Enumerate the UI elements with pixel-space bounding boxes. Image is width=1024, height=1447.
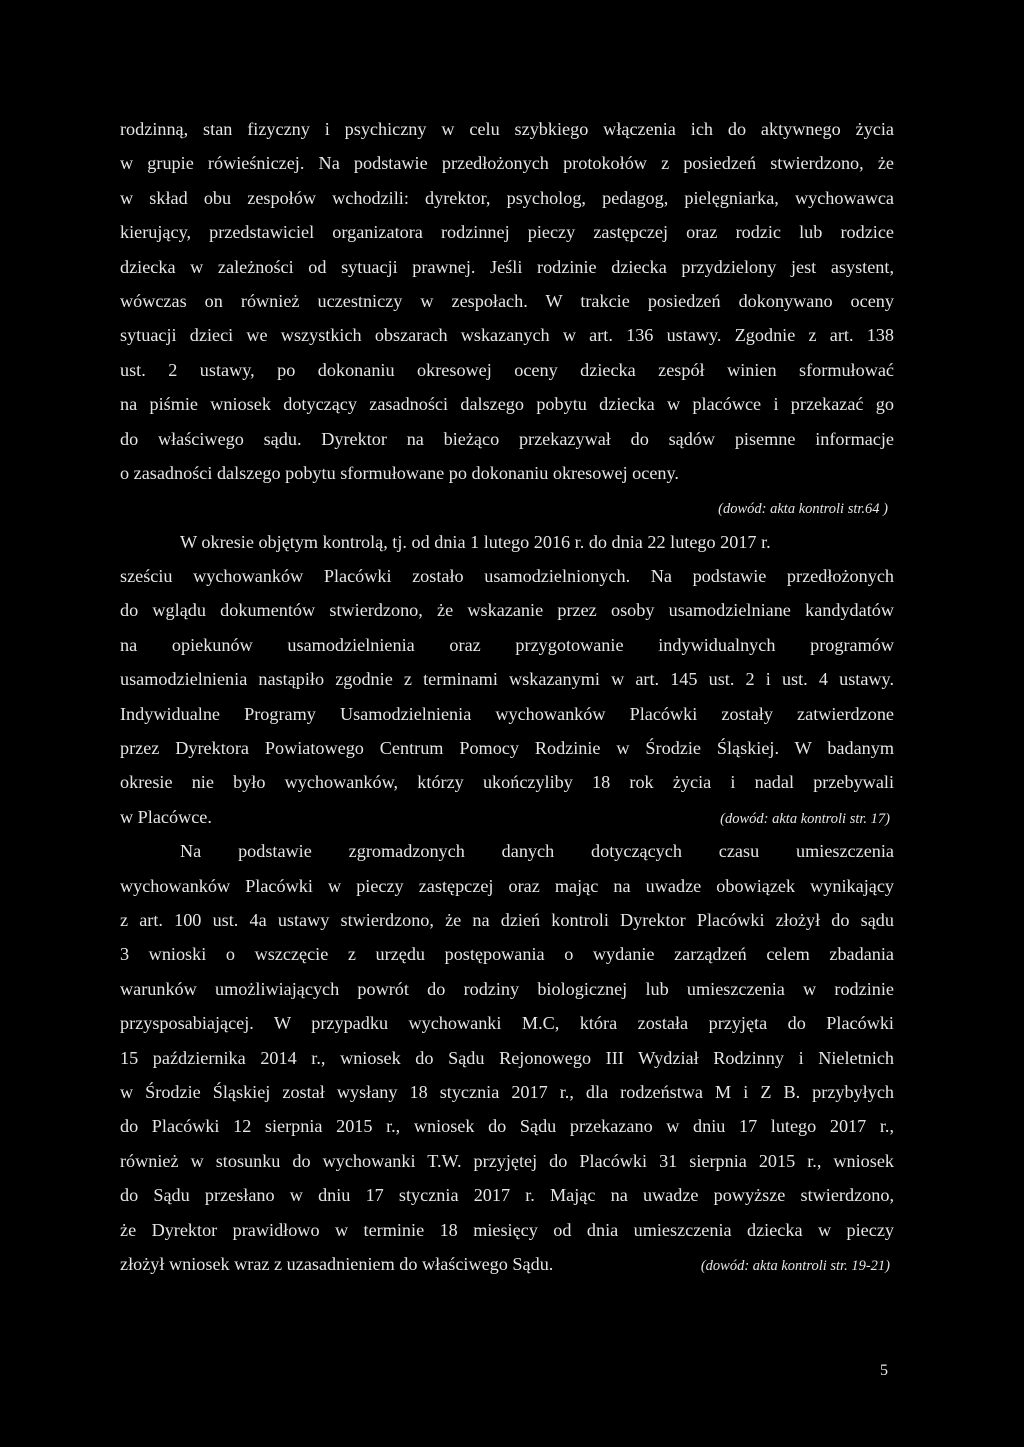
text-line: Na podstawie zgromadzonych danych dotyczących czasu umieszczenia [180, 841, 894, 862]
evidence-reference: (dowód: akta kontroli str.64 ) [718, 501, 888, 518]
text-line: również w stosunku do wychowanki T.W. przyjętej do Placówki 31 sierpnia 2015 r., wniosek [120, 1150, 894, 1171]
text-line: przez Dyrektora Powiatowego Centrum Pomocy Rodzinie w Środzie Śląskiej. W badanym [120, 738, 894, 759]
text-line: 3 wnioski o wszczęcie z urzędu postępowania o wydanie zarządzeń celem zbadania [120, 944, 894, 965]
text-line: W okresie objętym kontrolą, tj. od dnia 1 lutego 2016 r. do dnia 22 lutego 2017 r. [180, 531, 771, 552]
evidence-reference-line [120, 490, 894, 524]
text-line: dziecka w zależności od sytuacji prawnej. Jeśli rodzinie dziecka przydzielony jest asystent, [120, 256, 894, 277]
text-line: rodzinną, stan fizyczny i psychiczny w celu szybkiego włączenia ich do aktywnego życia [120, 119, 894, 139]
paragraph-independence [120, 525, 894, 835]
text-line: sytuacji dzieci we wszystkich obszarach wskazanych w art. 136 ustawy. Zgodnie z art. 138 [120, 325, 894, 346]
text-line-end: w Placówce. [120, 806, 212, 827]
paragraph-court-motions [120, 834, 894, 1281]
text-line-with-evidence [120, 1247, 894, 1281]
text-line: przysposabiającej. W przypadku wychowanki M.C, która została przyjęta do Placówki [120, 1013, 894, 1034]
document-page [120, 112, 894, 1281]
text-line: wychowanków Placówki w pieczy zastępczej oraz mając na uwadze obowiązek wynikający [120, 875, 894, 896]
text-line: Indywidualne Programy Usamodzielnienia wychowanków Placówki zostały zatwierdzone [120, 703, 894, 724]
page-number: 5 [880, 1362, 888, 1379]
text-line: do Placówki 12 sierpnia 2015 r., wniosek do Sądu przekazano w dniu 17 lutego 2017 r., [120, 1116, 894, 1137]
text-line: na piśmie wniosek dotyczący zasadności dalszego pobytu dziecka w placówce i przekazać go [120, 394, 894, 415]
text-line-end: złożył wniosek wraz z uzasadnieniem do właściwego Sądu. [120, 1253, 554, 1274]
text-line: że Dyrektor prawidłowo w terminie 18 miesięcy od dnia umieszczenia dziecka w pieczy [120, 1219, 894, 1240]
text-line: usamodzielnienia nastąpiło zgodnie z terminami wskazanymi w art. 145 ust. 2 i ust. 4 ustawy. [120, 669, 894, 690]
text-line: do właściwego sądu. Dyrektor na bieżąco przekazywał do sądów pisemne informacje [120, 428, 894, 449]
text-line: do Sądu przesłano w dniu 17 stycznia 2017 r. Mając na uwadze powyższe stwierdzono, [120, 1185, 894, 1206]
text-line: sześciu wychowanków Placówki zostało usamodzielnionych. Na podstawie przedłożonych [120, 566, 894, 587]
text-line: o zasadności dalszego pobytu sformułowane po dokonaniu okresowej oceny. [120, 462, 679, 483]
text-line: 15 października 2014 r., wniosek do Sądu Rejonowego III Wydział Rodzinny i Nieletnich [120, 1047, 894, 1068]
text-line: wówczas on również uczestniczy w zespołach. W trakcie posiedzeń dokonywano oceny [120, 290, 894, 311]
evidence-reference: (dowód: akta kontroli str. 19-21) [700, 1257, 890, 1274]
text-line: w skład obu zespołów wchodzili: dyrektor, psycholog, pedagog, pielęgniarka, wychowawca [120, 187, 894, 208]
text-line: w Środzie Śląskiej został wysłany 18 stycznia 2017 r., dla rodzeństwa M i Z B. przybyłych [120, 1081, 894, 1102]
text-line: ust. 2 ustawy, po dokonaniu okresowej oceny dziecka zespół winien sformułować [120, 359, 894, 380]
text-line: na opiekunów usamodzielnienia oraz przygotowanie indywidualnych programów [120, 634, 894, 655]
text-line: kierujący, przedstawiciel organizatora rodzinnej pieczy zastępczej oraz rodzic lub rodzice [120, 222, 894, 243]
text-line: z art. 100 ust. 4a ustawy stwierdzono, że na dzień kontroli Dyrektor Placówki złożył do sądu [120, 909, 894, 930]
text-line: warunków umożliwiających powrót do rodziny biologicznej lub umieszczenia w rodzinie [120, 978, 894, 999]
text-line: okresie nie było wychowanków, którzy ukończyliby 18 rok życia i nadal przebywali [120, 772, 894, 793]
text-line-with-evidence [120, 800, 894, 834]
evidence-reference: (dowód: akta kontroli str. 17) [720, 810, 890, 827]
paragraph-team-composition [120, 112, 894, 525]
text-line: w grupie rówieśniczej. Na podstawie przedłożonych protokołów z posiedzeń stwierdzono, że [120, 153, 894, 174]
text-line: do wglądu dokumentów stwierdzono, że wskazanie przez osoby usamodzielniane kandydatów [120, 600, 894, 621]
